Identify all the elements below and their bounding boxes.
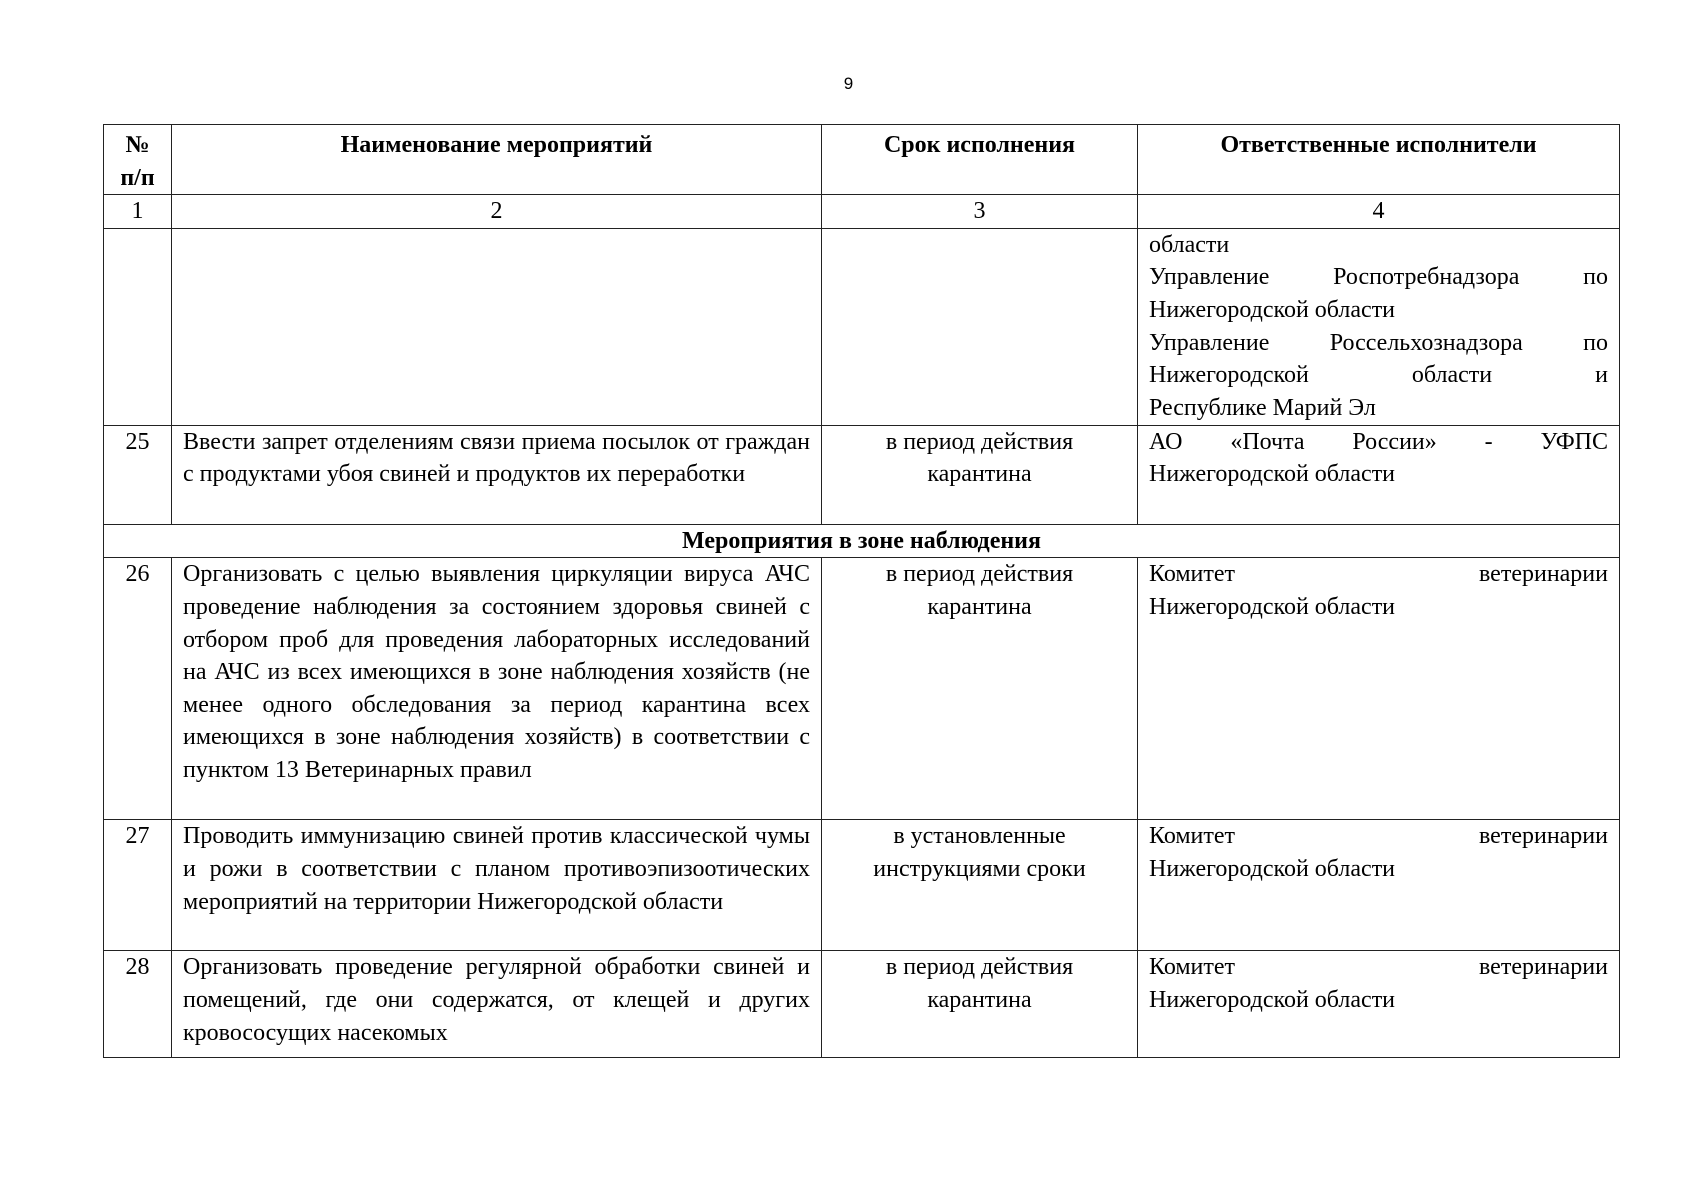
row-name: Ввести запрет отделениям связи приема посылок от граждан с продуктами убоя свиней и продуктов их переработки: [172, 425, 822, 524]
table-row-continuation: [104, 228, 1620, 425]
executors-line: Комитет ветеринарии: [1149, 823, 1608, 850]
row-term: в установленные инструкциями сроки: [822, 820, 1138, 951]
row-name: Организовать проведение регулярной обработки свиней и помещений, где они содержатся, от клещей и других кровососущих насекомых: [172, 951, 822, 1058]
section-title: Мероприятия в зоне наблюдения: [104, 524, 1620, 558]
column-number: 2: [172, 195, 822, 229]
column-number: 3: [822, 195, 1138, 229]
header-row: [104, 125, 1620, 195]
row-executors: [1138, 425, 1620, 524]
row-number: 28: [104, 951, 172, 1058]
header-term: Срок исполнения: [822, 125, 1138, 195]
row-term: в период действия карантина: [822, 558, 1138, 820]
table-row: [104, 558, 1620, 820]
row-number: 25: [104, 425, 172, 524]
header-name: Наименование мероприятий: [172, 125, 822, 195]
row-number-cell: [104, 228, 172, 425]
row-number: 26: [104, 558, 172, 820]
row-name-cell: [172, 228, 822, 425]
table-row: [104, 951, 1620, 1058]
executors-line: Нижегородской области и: [1149, 362, 1608, 389]
row-executors: [1138, 558, 1620, 820]
row-term: в период действия карантина: [822, 425, 1138, 524]
measures-table: [103, 124, 1620, 1058]
row-name: Проводить иммунизацию свиней против классической чумы и рожи в соответствии с планом противоэпизоотических мероприятий на территории Нижегородской области: [172, 820, 822, 951]
table-row: [104, 425, 1620, 524]
row-executors: [1138, 951, 1620, 1058]
header-number: № п/п: [104, 125, 172, 195]
column-number-row: [104, 195, 1620, 229]
executors-line: Нижегородской области: [1149, 855, 1396, 882]
row-term-cell: [822, 228, 1138, 425]
table-row: [104, 820, 1620, 951]
header-executors: Ответственные исполнители: [1138, 125, 1620, 195]
executors-line: АО «Почта России» - УФПС: [1149, 428, 1608, 455]
executors-line: области: [1149, 231, 1230, 258]
executors-line: Нижегородской области: [1149, 296, 1396, 323]
section-row: [104, 524, 1620, 558]
page-number: 9: [843, 74, 854, 93]
executors-line: Управление Россельхознадзора по: [1149, 329, 1608, 356]
executors-line: Республике Марий Эл: [1149, 394, 1376, 421]
column-number: 1: [104, 195, 172, 229]
executors-line: Комитет ветеринарии: [1149, 561, 1608, 588]
executors-line: Комитет ветеринарии: [1149, 954, 1608, 981]
executors-line: Нижегородской области: [1149, 593, 1396, 620]
row-name: Организовать с целью выявления циркуляции вируса АЧС проведение наблюдения за состоянием здоровья свиней с отбором проб для проведения лабораторных исследований на АЧС из всех имеющихся в зоне наблюдения хозяйств (не менее одного обследования за период карантина всех имеющихся в зоне наблюдения хозяйств) в соответствии с пунктом 13 Ветеринарных правил: [172, 558, 822, 820]
row-number: 27: [104, 820, 172, 951]
executors-line: Нижегородской области: [1149, 986, 1396, 1013]
executors-line: Нижегородской области: [1149, 461, 1396, 488]
executors-line: Управление Роспотребнадзора по: [1149, 264, 1608, 291]
row-executors-cell: [1138, 228, 1620, 425]
row-executors: [1138, 820, 1620, 951]
column-number: 4: [1138, 195, 1620, 229]
row-term: в период действия карантина: [822, 951, 1138, 1058]
